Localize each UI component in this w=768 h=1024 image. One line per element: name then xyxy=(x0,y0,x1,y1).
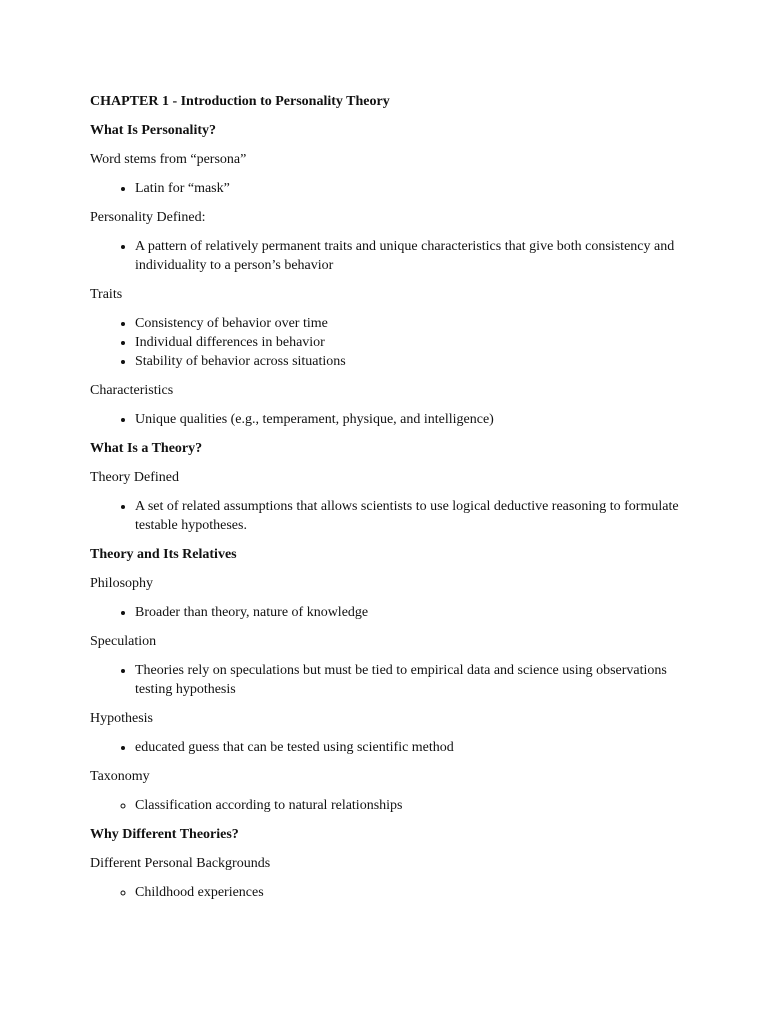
philosophy-label: Philosophy xyxy=(90,576,154,591)
section-heading-personality: What Is Personality? xyxy=(90,123,216,138)
section-heading-why-different: Why Different Theories? xyxy=(90,827,239,842)
hypothesis-list xyxy=(90,738,680,757)
traits-label: Traits xyxy=(90,287,123,302)
theory-defined-label: Theory Defined xyxy=(90,470,180,485)
list-item: • Individual differences in behavior xyxy=(135,333,680,352)
speculation-list xyxy=(90,661,680,699)
list-item: • A pattern of relatively permanent traits and unique characteristics that give both consistency and individuality to a person’s behavior xyxy=(135,237,680,275)
word-stems-list xyxy=(90,179,680,198)
taxonomy-label: Taxonomy xyxy=(90,769,150,784)
list-item: ◦ Classification according to natural relationships xyxy=(135,796,680,815)
characteristics-label: Characteristics xyxy=(90,383,174,398)
speculation-label: Speculation xyxy=(90,634,157,649)
section-heading-theory: What Is a Theory? xyxy=(90,441,203,456)
taxonomy-list xyxy=(90,796,680,815)
word-stems-label: Word stems from “persona” xyxy=(90,152,247,167)
personality-defined-list xyxy=(90,237,680,275)
list-item: • Theories rely on speculations but must be tied to empirical data and science using observations testing hypothesis xyxy=(135,661,680,699)
list-item: • A set of related assumptions that allows scientists to use logical deductive reasoning to formulate testable hypotheses. xyxy=(135,497,680,535)
list-item: • Consistency of behavior over time xyxy=(135,314,680,333)
list-item: ◦ Childhood experiences xyxy=(135,883,680,902)
list-item: • Latin for “mask” xyxy=(135,179,680,198)
hypothesis-label: Hypothesis xyxy=(90,711,153,726)
personality-defined-label: Personality Defined: xyxy=(90,210,206,225)
theory-defined-list xyxy=(90,497,680,535)
philosophy-list xyxy=(90,603,680,622)
section-heading-relatives: Theory and Its Relatives xyxy=(90,547,237,562)
list-item: • Stability of behavior across situations xyxy=(135,352,680,371)
chapter-title: CHAPTER 1 - Introduction to Personality Theory xyxy=(90,94,390,109)
backgrounds-list xyxy=(90,883,680,902)
characteristics-list xyxy=(90,410,680,429)
backgrounds-label: Different Personal Backgrounds xyxy=(90,856,271,871)
list-item: • educated guess that can be tested using scientific method xyxy=(135,738,680,757)
list-item: • Broader than theory, nature of knowledge xyxy=(135,603,680,622)
list-item: • Unique qualities (e.g., temperament, physique, and intelligence) xyxy=(135,410,680,429)
traits-list xyxy=(90,314,680,371)
document-page xyxy=(90,92,680,912)
